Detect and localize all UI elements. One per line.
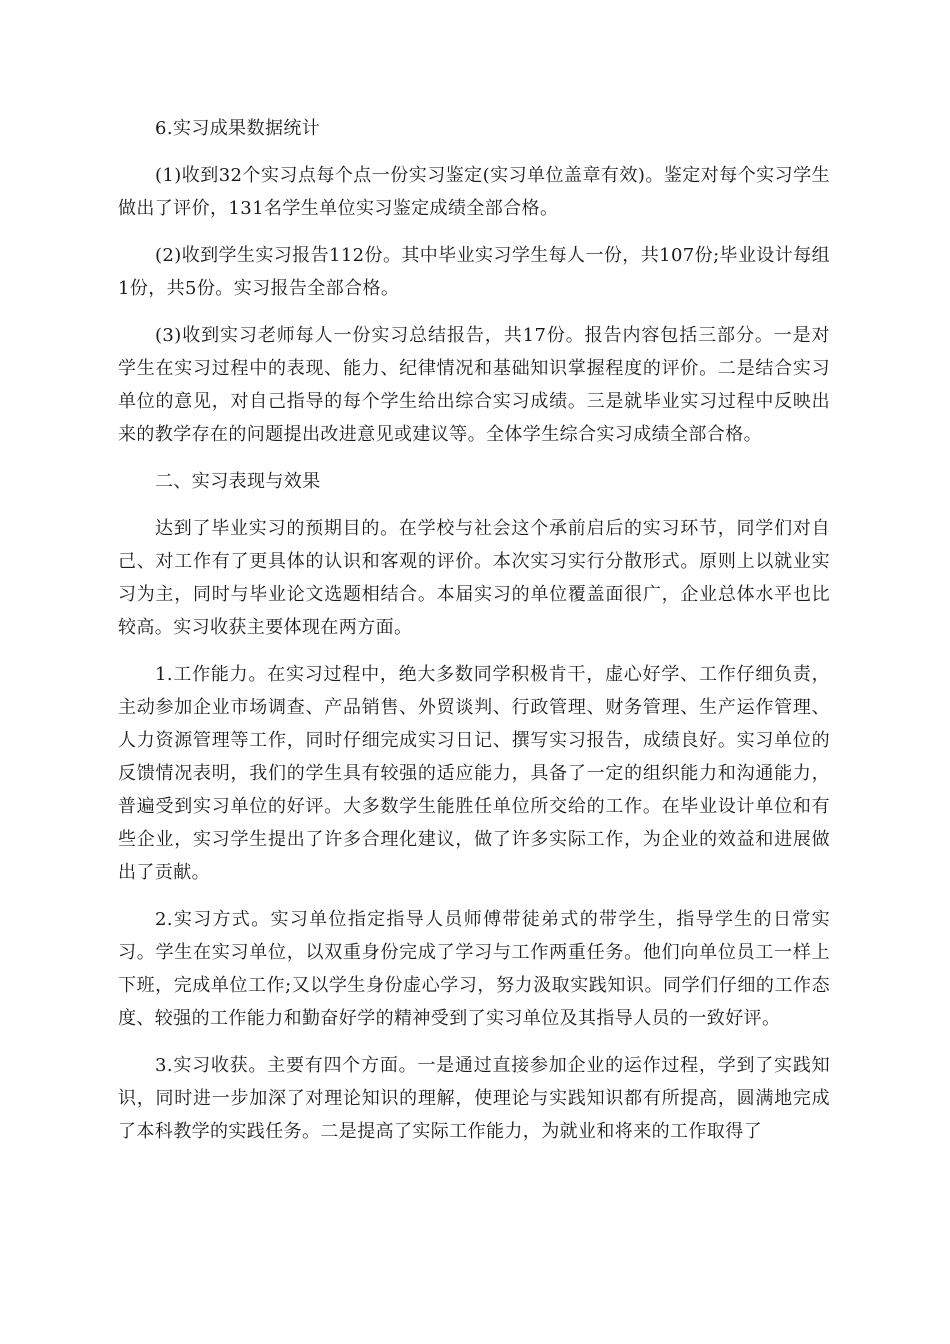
paragraph-work-ability: 1.工作能力。在实习过程中，绝大多数同学积极肯干，虚心好学、工作仔细负责，主动参加企业市场调查、产品销售、外贸谈判、行政管理、财务管理、生产运作管理、人力资源管理等工作，同时仔细完成实习日记、撰写实习报告，成绩良好。实习单位的反馈情况表明，我们的学生具有较强的适应能力，具备了一定的组织能力和沟通能力，普遍受到实习单位的好评。大多数学生能胜任单位所交给的工作。在毕业设计单位和有些企业，实习学生提出了许多合理化建议，做了许多实际工作，为企业的效益和进展做出了贡献。 <box>118 664 830 883</box>
document-body <box>118 112 830 1162</box>
section-heading-performance: 二、实习表现与效果 <box>155 471 321 492</box>
section-heading-statistics: 6.实习成果数据统计 <box>155 118 321 139</box>
paragraph-item-1: (1)收到32个实习点每个点一份实习鉴定(实习单位盖章有效)。鉴定对每个实习学生做出了评价，131名学生单位实习鉴定成绩全部合格。 <box>118 165 830 219</box>
paragraph-internship-gains: 3.实习收获。主要有四个方面。一是通过直接参加企业的运作过程，学到了实践知识，同时进一步加深了对理论知识的理解，使理论与实践知识都有所提高，圆满地完成了本科教学的实践任务。二是提高了实际工作能力，为就业和将来的工作取得了 <box>118 1055 830 1142</box>
paragraph-internship-mode: 2.实习方式。实习单位指定指导人员师傅带徒弟式的带学生，指导学生的日常实习。学生在实习单位，以双重身份完成了学习与工作两重任务。他们向单位员工一样上下班，完成单位工作;又以学生身份虚心学习，努力汲取实践知识。同学们仔细的工作态度、较强的工作能力和勤奋好学的精神受到了实习单位及其指导人员的一致好评。 <box>118 909 830 1029</box>
paragraph-item-3: (3)收到实习老师每人一份实习总结报告，共17份。报告内容包括三部分。一是对学生在实习过程中的表现、能力、纪律情况和基础知识掌握程度的评价。二是结合实习单位的意见，对自己指导的每个学生给出综合实习成绩。三是就毕业实习过程中反映出来的教学存在的问题提出改进意见或建议等。全体学生综合实习成绩全部合格。 <box>118 325 830 445</box>
paragraph-item-2: (2)收到学生实习报告112份。其中毕业实习学生每人一份，共107份;毕业设计每组1份，共5份。实习报告全部合格。 <box>118 245 830 299</box>
paragraph-intro: 达到了毕业实习的预期目的。在学校与社会这个承前启后的实习环节，同学们对自己、对工作有了更具体的认识和客观的评价。本次实习实行分散形式。原则上以就业实习为主，同时与毕业论文选题相结合。本届实习的单位覆盖面很广，企业总体水平也比较高。实习收获主要体现在两方面。 <box>118 518 830 638</box>
